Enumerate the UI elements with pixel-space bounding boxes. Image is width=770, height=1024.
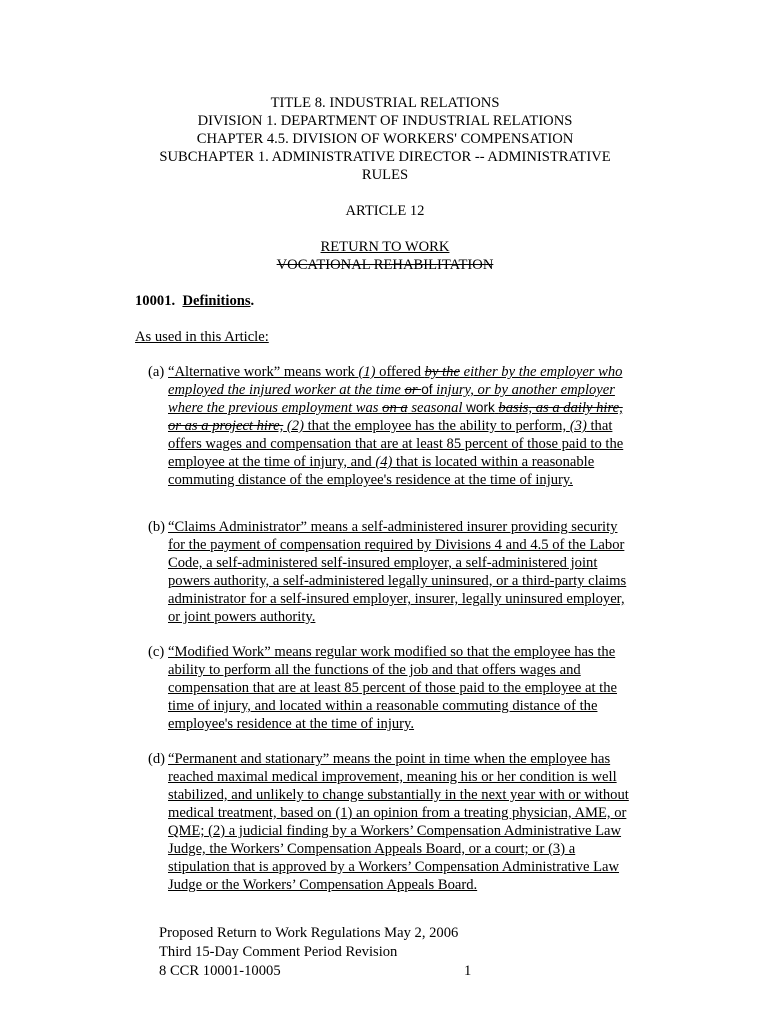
definition-line: stabilized, and unlikely to change substantially in the next year with or without	[168, 787, 629, 803]
definition-line: employee at the time of injury, and (4) that is located within a reasonable	[168, 454, 595, 470]
subchapter-heading-cont: RULES	[361, 167, 409, 183]
section-title: Definitions	[182, 293, 251, 309]
page-number: 1	[464, 963, 472, 979]
definition-line: powers authority, a self-administered legally uninsured, or a third-party claims	[168, 573, 627, 589]
definition-line: where the previous employment was on a seasonal work basis, as a daily hire,	[168, 400, 623, 416]
article-heading: ARTICLE 12	[345, 203, 425, 219]
definition-label: (c)	[148, 644, 165, 660]
article-name-new: RETURN TO WORK	[320, 239, 450, 255]
definition-line: “Alternative work” means work (1) offered by the either by the employer who	[168, 364, 623, 380]
footer-line: Third 15-Day Comment Period Revision	[159, 944, 398, 960]
definition-label: (b)	[148, 519, 166, 535]
definition-line: medical treatment, based on (1) an opinion from a treating physician, AME, or	[168, 805, 627, 821]
definition-line: Code, a self-administered self-insured employer, a self-administered joint	[168, 555, 598, 571]
definition-line: QME; (2) a judicial finding by a Workers’ Compensation Administrative Law	[168, 823, 622, 839]
definition-line: for the payment of compensation required by Divisions 4 and 4.5 of the Labor	[168, 537, 625, 553]
definition-line: “Claims Administrator” means a self-administered insurer providing security	[168, 519, 618, 535]
footer-line: Proposed Return to Work Regulations May 2, 2006	[159, 925, 459, 941]
chapter-heading: CHAPTER 4.5. DIVISION OF WORKERS' COMPENSATION	[196, 131, 574, 147]
article-name-old: VOCATIONAL REHABILITATION	[276, 257, 494, 273]
definition-line: reached maximal medical improvement, meaning his or her condition is well	[168, 769, 617, 785]
definition-line: Judge or the Workers’ Compensation Appeals Board.	[168, 877, 478, 893]
footer-line: 8 CCR 10001-10005	[159, 963, 281, 979]
section-number: 10001.	[135, 293, 176, 309]
definition-line: employee's residence at the time of injury.	[168, 716, 415, 732]
definition-label: (a)	[148, 364, 165, 380]
definition-line: Judge, the Workers’ Compensation Appeals Board, or a court; or (3) a	[168, 841, 576, 857]
definition-line: stipulation that is approved by a Workers’ Compensation Administrative Law	[168, 859, 620, 875]
definition-line: “Permanent and stationary” means the point in time when the employee has	[168, 751, 611, 767]
definition-line: “Modified Work” means regular work modified so that the employee has the	[168, 644, 616, 660]
definition-line: time of injury, and located within a reasonable commuting distance of the	[168, 698, 598, 714]
title-heading: TITLE 8. INDUSTRIAL RELATIONS	[270, 95, 500, 111]
definition-line: or as a project hire, (2) that the employee has the ability to perform, (3) that	[168, 418, 613, 434]
definition-line: compensation that are at least 85 percent of those paid to the employee at the	[168, 680, 618, 696]
subchapter-heading: SUBCHAPTER 1. ADMINISTRATIVE DIRECTOR -- ADMINISTRATIVE	[159, 149, 611, 165]
definition-line: offers wages and compensation that are at least 85 percent of those paid to the	[168, 436, 624, 452]
definition-line: ability to perform all the functions of the job and that offers wages and	[168, 662, 581, 678]
definition-line: administrator for a self-insured employer, insurer, legally uninsured employer,	[168, 591, 625, 607]
definition-label: (d)	[148, 751, 166, 767]
division-heading: DIVISION 1. DEPARTMENT OF INDUSTRIAL RELATIONS	[197, 113, 573, 129]
definition-line: commuting distance of the employee's residence at the time of injury.	[168, 472, 573, 488]
section-heading: 10001. Definitions.	[135, 293, 255, 309]
definition-line: or joint powers authority.	[168, 609, 316, 625]
section-intro: As used in this Article:	[135, 329, 269, 345]
definition-line: employed the injured worker at the time or of injury, or by another employer	[168, 382, 615, 398]
